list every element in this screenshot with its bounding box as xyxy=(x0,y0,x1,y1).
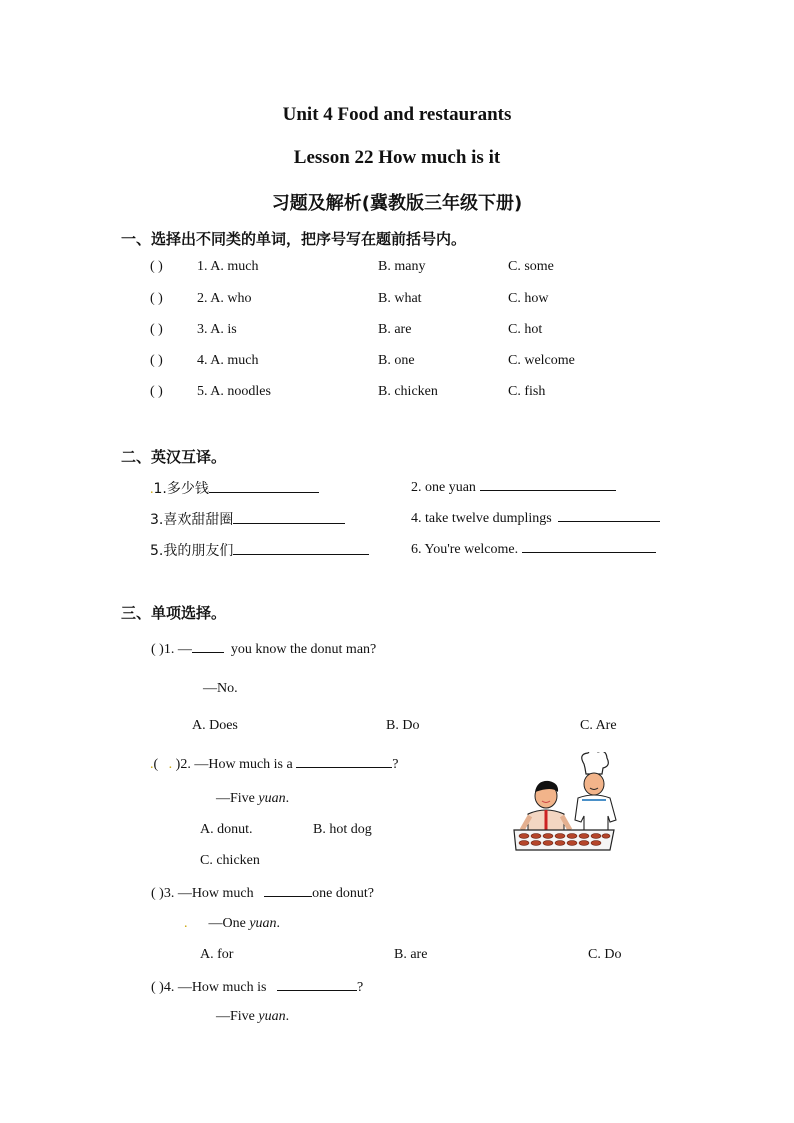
question-2: .( . )2. —How much is a ? xyxy=(150,757,399,772)
answer-blank[interactable] xyxy=(522,540,656,553)
question-stem: 2. —How much is a xyxy=(180,757,293,772)
donut-sellers-illustration xyxy=(508,752,626,856)
option-c: C. some xyxy=(508,259,554,274)
answer-paren[interactable]: ( ) xyxy=(150,384,163,399)
question-reply: —Five yuan. xyxy=(216,791,290,806)
answer-blank[interactable] xyxy=(209,480,319,493)
translate-prompt: 4. take twelve dumplings xyxy=(411,511,552,526)
option-c: C. Do xyxy=(588,947,622,962)
question-stem-end: you know the donut man? xyxy=(230,642,377,657)
option-b: B. hot dog xyxy=(313,822,372,837)
marker-dot: . xyxy=(150,757,154,772)
question-reply: —No. xyxy=(203,681,238,696)
option-b: B. many xyxy=(378,259,426,274)
lesson-title: Lesson 22 How much is it xyxy=(293,147,501,168)
translate-item xyxy=(150,478,319,498)
translate-item xyxy=(411,478,616,496)
answer-blank[interactable] xyxy=(277,978,357,991)
option-c: C. chicken xyxy=(200,853,260,868)
translate-prompt: 5.我的朋友们 xyxy=(150,543,234,559)
option-c: C. how xyxy=(508,291,549,306)
question-3 xyxy=(151,884,374,902)
answer-paren[interactable]: ( ) xyxy=(150,291,163,306)
question-4 xyxy=(151,978,363,996)
marker-dot: . xyxy=(184,916,188,931)
option-b: B. are xyxy=(394,947,428,962)
option-a: A. for xyxy=(200,947,234,962)
option-b: B. one xyxy=(378,353,415,368)
option-a: 3. A. is xyxy=(197,322,237,337)
section1-heading: 一、选择出不同类的单词，把序号写在题前括号内。 xyxy=(121,230,467,248)
option-c: C. welcome xyxy=(508,353,575,368)
translate-item xyxy=(150,540,369,560)
question-1 xyxy=(151,640,376,658)
option-a: 4. A. much xyxy=(197,353,259,368)
option-a: 5. A. noodles xyxy=(197,384,271,399)
option-c: C. hot xyxy=(508,322,543,337)
translate-item xyxy=(150,509,345,529)
translate-item xyxy=(411,509,660,527)
answer-paren[interactable]: ( ) xyxy=(150,353,163,368)
question-reply: . —One yuan. xyxy=(184,916,281,931)
translate-prompt: 3.喜欢甜甜圈 xyxy=(150,512,234,528)
answer-paren[interactable]: ( ) xyxy=(150,322,163,337)
marker-dot: . xyxy=(150,482,154,497)
question-stem-end: one donut? xyxy=(312,886,374,901)
answer-blank[interactable] xyxy=(264,884,312,897)
option-a: 2. A. who xyxy=(197,291,252,306)
question-reply: —Five yuan. xyxy=(216,1009,290,1024)
answer-blank[interactable] xyxy=(233,542,369,555)
answer-blank[interactable] xyxy=(296,755,392,768)
answer-blank[interactable] xyxy=(558,509,660,522)
option-b: B. what xyxy=(378,291,422,306)
option-c: C. fish xyxy=(508,384,546,399)
question-stem-end: ? xyxy=(357,980,364,995)
option-b: B. chicken xyxy=(378,384,438,399)
option-b: B. Do xyxy=(386,718,420,733)
option-a: 1. A. much xyxy=(197,259,259,274)
answer-blank[interactable] xyxy=(233,511,345,524)
question-stem: ( )1. — xyxy=(151,642,192,657)
question-stem: ( )3. —How much xyxy=(151,886,254,901)
option-b: B. are xyxy=(378,322,412,337)
answer-blank[interactable] xyxy=(192,640,224,653)
translate-prompt: 6. You're welcome. xyxy=(411,542,519,557)
question-stem: ( )4. —How much is xyxy=(151,980,267,995)
answer-paren[interactable]: ( ) xyxy=(150,259,163,274)
marker-dot: . xyxy=(168,757,173,772)
question-stem-end: ? xyxy=(392,757,399,772)
page-subtitle: 习题及解析(冀教版三年级下册) xyxy=(271,193,523,214)
translate-prompt: 1.多少钱 xyxy=(153,481,209,497)
unit-title: Unit 4 Food and restaurants xyxy=(282,104,512,125)
section2-heading: 二、英汉互译。 xyxy=(121,448,227,466)
option-a: A. donut. xyxy=(200,822,253,837)
translate-prompt: 2. one yuan xyxy=(411,480,476,495)
translate-item xyxy=(411,540,656,558)
answer-blank[interactable] xyxy=(480,478,616,491)
section3-heading: 三、单项选择。 xyxy=(121,604,227,622)
option-a: A. Does xyxy=(192,718,238,733)
option-c: C. Are xyxy=(580,718,617,733)
